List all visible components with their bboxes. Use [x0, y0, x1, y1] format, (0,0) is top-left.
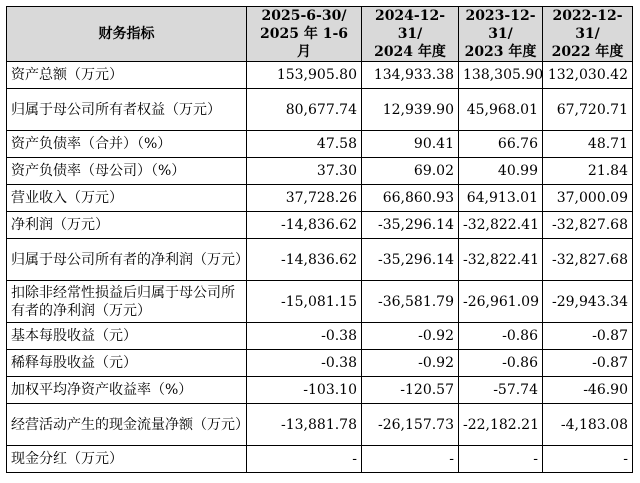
table-row	[7, 323, 633, 350]
row-value-period-1: 37,728.26	[247, 185, 362, 212]
row-value-period-1: -0.38	[247, 350, 362, 377]
row-value-period-1: 153,905.80	[247, 62, 362, 89]
table-row	[7, 185, 633, 212]
header-period-3	[459, 7, 543, 62]
table-row	[7, 212, 633, 239]
row-value-period-4: -32,827.68	[543, 212, 633, 239]
header-period-2-line1: 2024-12-31/	[374, 8, 446, 42]
row-label: 扣除非经常性损益后归属于母公司所有者的净利润（万元）	[7, 281, 247, 323]
row-value-period-4: -46.90	[543, 377, 633, 404]
row-label: 资产总额（万元）	[7, 62, 247, 89]
header-row	[7, 7, 633, 62]
table-row	[7, 377, 633, 404]
row-value-period-2: 134,933.38	[362, 62, 459, 89]
row-value-period-2: -35,296.14	[362, 239, 459, 281]
row-value-period-4: -4,183.08	[543, 404, 633, 446]
financial-indicators-table-wrapper	[6, 6, 633, 473]
table-row	[7, 446, 633, 473]
row-label: 资产负债率（母公司）（%）	[7, 158, 247, 185]
row-value-period-2: 12,939.90	[362, 89, 459, 131]
row-value-period-3: -57.74	[459, 377, 543, 404]
table-row	[7, 239, 633, 281]
row-label: 归属于母公司所有者权益（万元）	[7, 89, 247, 131]
row-value-period-2: -120.57	[362, 377, 459, 404]
row-value-period-4: 48.71	[543, 131, 633, 158]
row-value-period-4: -	[543, 446, 633, 473]
row-value-period-3: -32,822.41	[459, 212, 543, 239]
table-row	[7, 404, 633, 446]
row-value-period-3: -32,822.41	[459, 239, 543, 281]
row-value-period-4: -0.87	[543, 350, 633, 377]
header-period-1-line1: 2025-6-30/	[261, 8, 347, 24]
header-period-1	[247, 7, 362, 62]
row-label: 稀释每股收益（元）	[7, 350, 247, 377]
row-value-period-2: 66,860.93	[362, 185, 459, 212]
row-value-period-3: 138,305.90	[459, 62, 543, 89]
row-label: 加权平均净资产收益率（%）	[7, 377, 247, 404]
header-indicator: 财务指标	[7, 7, 247, 62]
row-value-period-1: 47.58	[247, 131, 362, 158]
financial-indicators-table	[6, 6, 633, 473]
row-label: 经营活动产生的现金流量净额（万元）	[7, 404, 247, 446]
row-value-period-4: 37,000.09	[543, 185, 633, 212]
header-period-3-line1: 2023-12-31/	[465, 8, 536, 42]
row-value-period-2: -	[362, 446, 459, 473]
table-body	[7, 62, 633, 473]
row-label: 营业收入（万元）	[7, 185, 247, 212]
row-value-period-2: -0.92	[362, 350, 459, 377]
header-period-3-line2: 2023 年度	[464, 44, 537, 60]
row-value-period-3: -26,961.09	[459, 281, 543, 323]
table-row	[7, 131, 633, 158]
row-value-period-2: 90.41	[362, 131, 459, 158]
row-value-period-4: -29,943.34	[543, 281, 633, 323]
row-value-period-3: -	[459, 446, 543, 473]
row-value-period-1: 80,677.74	[247, 89, 362, 131]
row-label: 现金分红（万元）	[7, 446, 247, 473]
row-value-period-1: 37.30	[247, 158, 362, 185]
row-label: 基本每股收益（元）	[7, 323, 247, 350]
row-value-period-3: -0.86	[459, 323, 543, 350]
row-value-period-4: 21.84	[543, 158, 633, 185]
row-value-period-3: 45,968.01	[459, 89, 543, 131]
header-period-4-line1: 2022-12-31/	[552, 8, 623, 42]
row-value-period-3: 40.99	[459, 158, 543, 185]
row-label: 资产负债率（合并）（%）	[7, 131, 247, 158]
row-value-period-3: 64,913.01	[459, 185, 543, 212]
row-value-period-4: -32,827.68	[543, 239, 633, 281]
header-period-4	[543, 7, 633, 62]
row-value-period-3: -22,182.21	[459, 404, 543, 446]
header-period-1-line2: 2025 年 1-6 月	[259, 26, 348, 60]
table-row	[7, 89, 633, 131]
table-row	[7, 281, 633, 323]
row-value-period-3: -0.86	[459, 350, 543, 377]
row-value-period-1: -14,836.62	[247, 239, 362, 281]
row-value-period-1: -103.10	[247, 377, 362, 404]
row-value-period-2: -26,157.73	[362, 404, 459, 446]
table-row	[7, 62, 633, 89]
table-row	[7, 350, 633, 377]
row-value-period-2: -36,581.79	[362, 281, 459, 323]
header-period-4-line2: 2022 年度	[551, 44, 624, 60]
row-label: 归属于母公司所有者的净利润（万元）	[7, 239, 247, 281]
row-value-period-2: 69.02	[362, 158, 459, 185]
row-value-period-1: -0.38	[247, 323, 362, 350]
row-value-period-4: 67,720.71	[543, 89, 633, 131]
row-value-period-4: -0.87	[543, 323, 633, 350]
row-value-period-3: 66.76	[459, 131, 543, 158]
header-period-2-line2: 2024 年度	[374, 44, 446, 60]
row-value-period-1: -14,836.62	[247, 212, 362, 239]
row-value-period-4: 132,030.42	[543, 62, 633, 89]
row-value-period-1: -15,081.15	[247, 281, 362, 323]
row-label: 净利润（万元）	[7, 212, 247, 239]
header-period-2	[362, 7, 459, 62]
row-value-period-1: -13,881.78	[247, 404, 362, 446]
table-row	[7, 158, 633, 185]
row-value-period-2: -0.92	[362, 323, 459, 350]
row-value-period-1: -	[247, 446, 362, 473]
row-value-period-2: -35,296.14	[362, 212, 459, 239]
